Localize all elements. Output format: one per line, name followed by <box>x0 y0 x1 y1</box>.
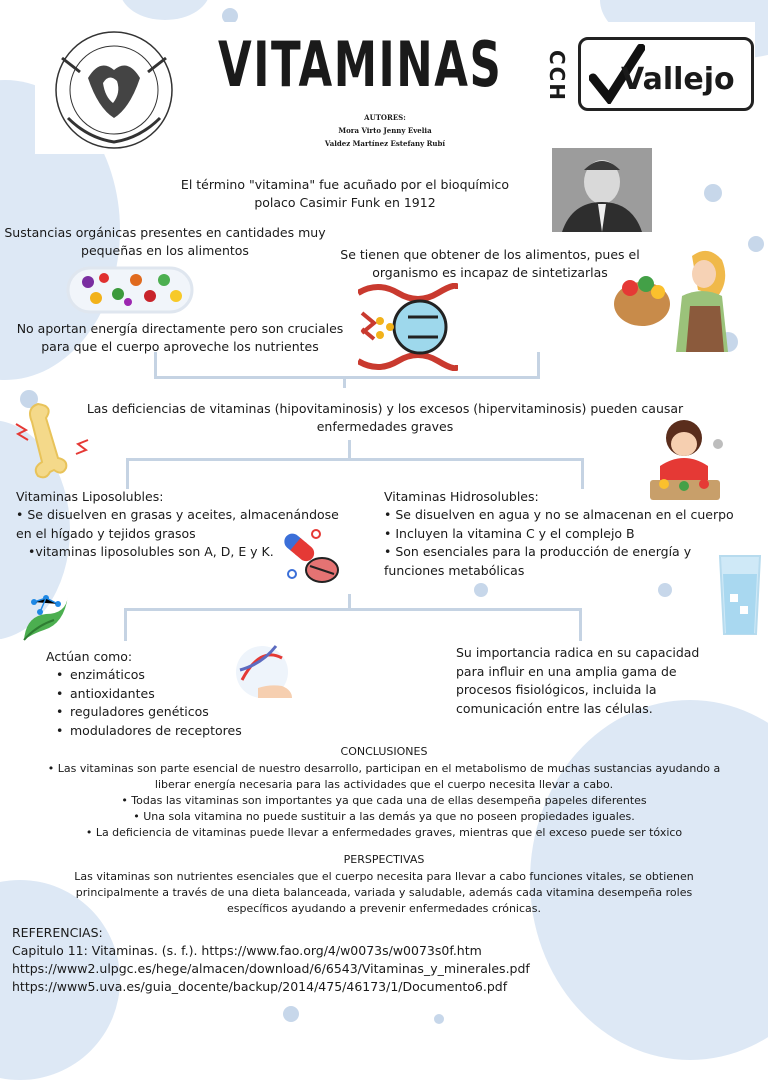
conclusion-line: • Una sola vitamina no puede sustituir a las demás ya que no poseen propiedades iguales. <box>133 810 635 823</box>
food-pill-illustration <box>66 266 194 314</box>
hidrosolubles-item: • Se disuelven en agua y no se almacenan en el cuerpo <box>384 507 734 522</box>
organic-text: Sustancias orgánicas presentes en cantidades muy pequeñas en los alimentos <box>4 225 326 258</box>
conclusion-line: liberar energía necesaria para las actividades que el cuerpo necesita llevar a cabo. <box>154 778 614 791</box>
connector-bracket <box>126 458 584 489</box>
woman-basket-illustration <box>612 246 736 352</box>
funk-text: El término "vitamina" fue acuñado por el bioquímico polaco Casimir Funk en 1912 <box>180 177 510 210</box>
water-glass-illustration <box>718 554 762 636</box>
decor-dot <box>474 583 488 597</box>
page-title: VITAMINAS <box>218 28 503 101</box>
list-item: • antioxidantes <box>70 685 310 704</box>
unam-seal-logo <box>48 28 180 154</box>
perspectivas-line: Las vitaminas son nutrientes esenciales que el cuerpo necesita para llevar a cabo funciones vitales, se obtienen <box>74 870 694 883</box>
hidrosolubles-item: • Incluyen la vitamina C y el complejo B <box>384 526 635 541</box>
actuan-heading: Actúan como: <box>46 649 133 664</box>
cch-logo <box>545 40 569 110</box>
importancia-text: Su importancia radica en su capacidad para influir en una amplia gama de procesos fisiológicos, incluida la comunicación entre las células. <box>456 645 700 716</box>
referencias-heading: REFERENCIAS: <box>12 925 103 940</box>
dna-hand-illustration <box>228 640 300 704</box>
perspectivas-line: principalmente a través de una dieta balanceada, variada y saludable, además cada vitamina desempeña roles <box>75 886 693 899</box>
connector-bracket <box>154 352 540 379</box>
decor-dot <box>283 1006 299 1022</box>
background-blob <box>120 0 210 20</box>
list-item: • enzimáticos <box>70 666 310 685</box>
reference-line: https://www2.ulpgc.es/hege/almacen/download/6/6543/Vitaminas_y_minerales.pdf <box>12 961 530 976</box>
hidrosolubles-heading: Vitaminas Hidrosolubles: <box>384 489 539 504</box>
conclusion-line: • Las vitaminas son parte esencial de nuestro desarrollo, participan en el metabolismo de muchas sustancias ayudando a <box>47 762 721 775</box>
decor-dot <box>658 583 672 597</box>
connector-bracket <box>124 608 582 641</box>
energy-text: No aportan energía directamente pero son cruciales para que el cuerpo aproveche los nutrientes <box>16 321 344 354</box>
conclusion-line: • Todas las vitaminas son importantes ya que cada una de ellas desempeña papeles diferentes <box>121 794 647 807</box>
connector-line <box>348 440 351 458</box>
liposolubles-item: • Se disuelven en grasas y aceites, almacenándose en el hígado y tejidos grasos <box>16 507 339 541</box>
list-item: • moduladores de receptores <box>70 722 310 741</box>
portrait-photo <box>552 148 652 232</box>
hidrosolubles-item: • Son esenciales para la producción de energía y funciones metabólicas <box>384 544 692 578</box>
conclusiones-heading: CONCLUSIONES <box>340 745 428 758</box>
author-name: Valdez Martínez Estefany Rubí <box>324 139 446 148</box>
author-name: Mora Virto Jenny Evelia <box>338 126 432 135</box>
vallejo-logo <box>578 37 754 111</box>
authors-label: AUTORES: <box>364 113 406 122</box>
reference-line: https://www5.uva.es/guia_docente/backup/2014/475/46173/1/Documento6.pdf <box>12 979 508 994</box>
deficiencies-text: Las deficiencias de vitaminas (hipovitaminosis) y los excesos (hipervitaminosis) pueden causar enfermedades graves <box>86 401 684 434</box>
decor-dot <box>434 1014 444 1024</box>
cch-text: CCH <box>545 49 569 103</box>
molecule-leaf-illustration <box>20 594 72 644</box>
liposolubles-heading: Vitaminas Liposolubles: <box>16 489 164 504</box>
list-item: • reguladores genéticos <box>70 703 310 722</box>
connector-line <box>343 376 346 388</box>
perspectivas-heading: PERSPECTIVAS <box>343 853 425 866</box>
reference-line: Capitulo 11: Vitaminas. (s. f.). https://www.fao.org/4/w0073s/w0073s0f.htm <box>12 943 482 958</box>
decor-dot <box>748 236 764 252</box>
liposolubles-item: •vitaminas liposolubles son A, D, E y K. <box>28 544 274 559</box>
perspectivas-line: específicos ayudando a prevenir enfermedades crónicas. <box>227 902 541 915</box>
obtain-text: Se tienen que obtener de los alimentos, pues el organismo es incapaz de sintetizarlas <box>340 247 640 280</box>
vallejo-text: Vallejo <box>621 62 735 97</box>
conclusion-line: • La deficiencia de vitaminas puede llevar a enfermedades graves, mientras que el exceso puede ser tóxico <box>85 826 683 839</box>
capsule-illustration <box>278 526 342 586</box>
decor-dot <box>704 184 722 202</box>
